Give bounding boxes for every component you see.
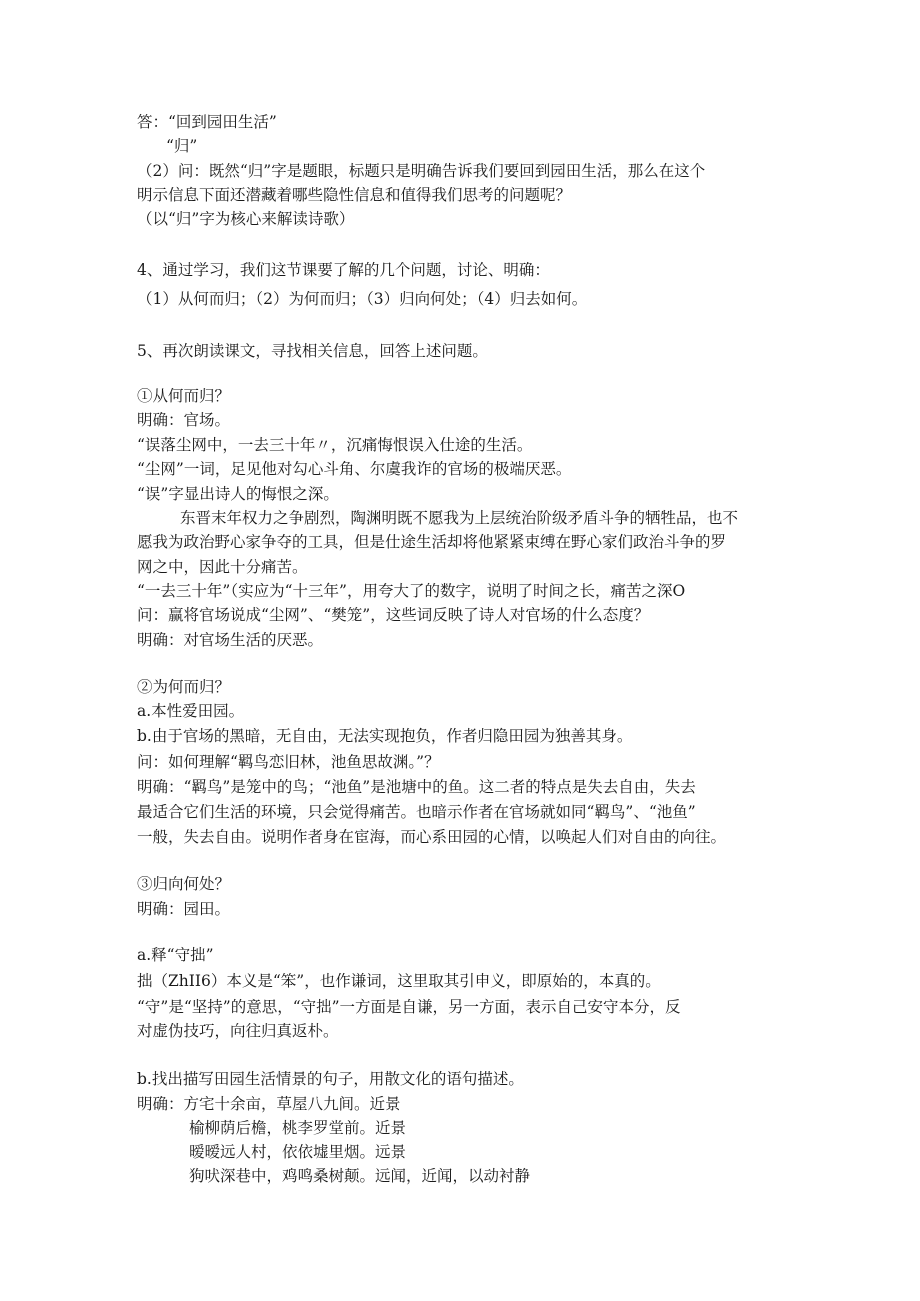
gui-keyword: “归”: [166, 137, 198, 155]
item-a-heading: a.释“守拙”: [137, 946, 214, 964]
paragraph-line: 明确：对官场生活的厌恶。: [137, 631, 324, 649]
section-4-heading: 4、通过学习，我们这节课要了解的几个问题，讨论、明确：: [137, 261, 550, 279]
paragraph-line: 网之中，因此十分痛苦。: [137, 558, 308, 576]
paragraph-line: 一般，失去自由。说明作者身在宦海，而心系田园的心情，以唤起人们对自由的向往。: [137, 828, 727, 846]
item-b-heading: b.找出描写田园生活情景的句子，用散文化的语句描述。: [137, 1070, 524, 1088]
paragraph-line: 对虚伪技巧，向往归真返朴。: [137, 1022, 339, 1040]
paragraph-line: a.本性爱田园。: [137, 702, 245, 720]
question-2-line-2: 明示信息下面还潜藏着哪些隐性信息和值得我们思考的问题呢？: [137, 186, 572, 204]
paragraph-line: 明确：官场。: [137, 411, 231, 429]
paragraph-line: “尘网”一词，足见他对勾心斗角、尔虞我诈的官场的极端厌恶。: [137, 460, 572, 478]
answer-line: 答：“回到园田生活”: [137, 113, 277, 131]
paragraph-line: 明确：园田。: [137, 900, 231, 918]
paragraph-line: “一去三十年”（实应为“十三年”，用夸大了的数字，说明了时间之长，痛苦之深O: [137, 582, 686, 600]
poem-line: 榆柳荫后檐，桃李罗堂前。近景: [189, 1119, 407, 1137]
question-2-line-1: （2）问：既然“归”字是题眼，标题只是明确告诉我们要回到园田生活，那么在这个: [137, 162, 706, 180]
paragraph-line: “守”是“坚持”的意思，“守拙”一方面是自谦，另一方面，表示自己安守本分，反: [137, 998, 681, 1016]
paragraph-line: 问：赢将官场说成“尘网”、“樊笼”，这些词反映了诗人对官场的什么态度？: [137, 606, 650, 624]
subsection-2-heading: ②为何而归？: [137, 678, 231, 696]
paragraph-line: 拙（ZhII6）本义是“笨”，也作谦词，这里取其引申义，即原始的，本真的。: [137, 972, 661, 990]
question-2-note: （以“归”字为核心来解读诗歌）: [137, 210, 355, 228]
paragraph-line: 愿我为政治野心家争夺的工具，但是仕途生活却将他紧紧束缚在野心家们政治斗争的罗: [137, 533, 727, 551]
poem-line: 暧暧远人村，依依墟里烟。远景: [189, 1143, 407, 1161]
paragraph-line: 明确：“羁鸟”是笼中的鸟；“池鱼”是池塘中的鱼。这二者的特点是失去自由，失去: [137, 778, 696, 796]
paragraph-line: b.由于官场的黑暗，无自由，无法实现抱负，作者归隐田园为独善其身。: [137, 727, 633, 745]
paragraph-line: “误”字显出诗人的悔恨之深。: [137, 485, 339, 503]
section-4-questions: （1）从何而归；（2）为何而归；（3）归向何处；（4）归去如何。: [137, 290, 588, 308]
paragraph-line: “误落尘网中，一去三十年〃，沉痛悔恨误入仕途的生活。: [137, 436, 533, 454]
paragraph-line: 最适合它们生活的环境，只会觉得痛苦。也暗示作者在官场就如同“羁鸟”、“池鱼”: [137, 803, 696, 821]
subsection-1-heading: ①从何而归？: [137, 387, 231, 405]
paragraph-line: 东晋末年权力之争剧烈，陶渊明既不愿我为上层统治阶级矛盾斗争的牺牲品，也不: [180, 509, 739, 527]
subsection-3-heading: ③归向何处？: [137, 875, 231, 893]
poem-line: 狗吠深巷中，鸡鸣桑树颠。远闻，近闻，以动衬静: [189, 1167, 531, 1185]
paragraph-line: 问：如何理解“羁鸟恋旧林，池鱼思故渊。”？: [137, 753, 440, 771]
section-5-heading: 5、再次朗读课文，寻找相关信息，回答上述问题。: [137, 342, 488, 360]
poem-line: 明确：方宅十余亩，草屋八九间。近景: [137, 1095, 401, 1113]
